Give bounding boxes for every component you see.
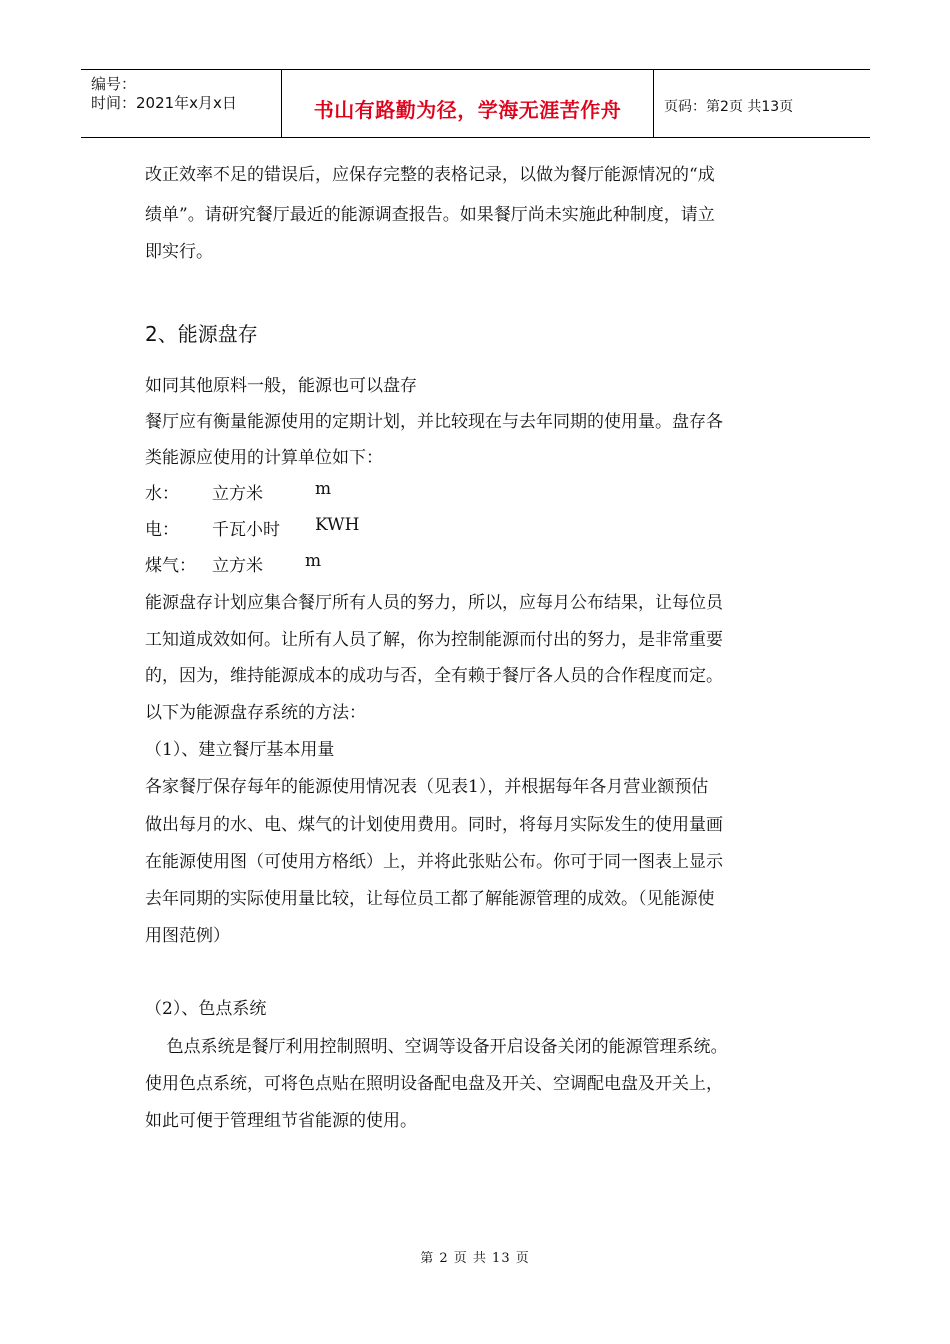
- unit-label: 电：: [145, 520, 179, 540]
- text-line: 工知道成效如何。让所有人员了解，你为控制能源而付出的努力，是非常重要: [145, 630, 723, 650]
- text-line: 的，因为，维持能源成本的成功与否，全有赖于餐厅各人员的合作程度而定。: [145, 666, 723, 686]
- text-line: 以下为能源盘存系统的方法：: [145, 703, 366, 723]
- text-line: 类能源应使用的计算单位如下：: [145, 448, 383, 468]
- header-middle-cell: [281, 70, 654, 137]
- unit-name: 立方米: [212, 484, 263, 504]
- unit-row-water: [145, 479, 545, 503]
- text-line: 如此可便于管理组节省能源的使用。: [145, 1111, 417, 1131]
- text-line: 做出每月的水、电、煤气的计划使用费用。同时，将每月实际发生的使用量画: [145, 815, 723, 835]
- text-line: 能源盘存计划应集合餐厅所有人员的努力，所以，应每月公布结果，让每位员: [145, 593, 723, 613]
- section-title: 2、能源盘存: [145, 322, 258, 346]
- unit-name: 千瓦小时: [212, 520, 280, 540]
- unit-row-electricity: [145, 515, 545, 539]
- page-footer: 第 2 页 共 13 页: [420, 1251, 530, 1266]
- unit-row-gas: [145, 551, 545, 575]
- text-line: 色点系统是餐厅利用控制照明、空调等设备开启设备关闭的能源管理系统。: [145, 1037, 728, 1057]
- document-time-label: 时间：2021年x月x日: [91, 94, 237, 112]
- text-line: 使用色点系统，可将色点贴在照明设备配电盘及开关、空调配电盘及开关上，: [145, 1074, 723, 1094]
- text-line: 用图范例）: [145, 926, 230, 946]
- header-left-cell: [81, 70, 281, 137]
- subsection-title: （2）、色点系统: [145, 999, 267, 1019]
- unit-label: 煤气：: [145, 556, 196, 576]
- text-line: 绩单”。请研究餐厅最近的能源调查报告。如果餐厅尚未实施此种制度，请立: [145, 205, 715, 225]
- text-line: 即实行。: [145, 242, 213, 262]
- unit-name: 立方米: [212, 556, 263, 576]
- text-line: 餐厅应有衡量能源使用的定期计划，并比较现在与去年同期的使用量。盘存各: [145, 412, 723, 432]
- text-line: 在能源使用图（可使用方格纸）上，并将此张贴公布。你可于同一图表上显示: [145, 852, 723, 872]
- text-line: 如同其他原料一般，能源也可以盘存: [145, 376, 417, 396]
- header-right-cell: [654, 70, 870, 137]
- unit-symbol: m: [315, 479, 332, 499]
- unit-symbol: KWH: [315, 515, 360, 535]
- text-line: 各家餐厅保存每年的能源使用情况表（见表1），并根据每年各月营业额预估: [145, 777, 709, 797]
- header-motto: 书山有路勤为径，学海无涯苦作舟: [313, 98, 622, 122]
- subsection-title: （1）、建立餐厅基本用量: [145, 740, 335, 760]
- unit-symbol: m: [305, 551, 322, 571]
- text-line: 改正效率不足的错误后，应保存完整的表格记录，以做为餐厅能源情况的“成: [145, 165, 715, 185]
- unit-label: 水：: [145, 484, 179, 504]
- header-page-info: 页码：第2页 共13页: [664, 99, 794, 115]
- text-line: 去年同期的实际使用量比较，让每位员工都了解能源管理的成效。（见能源使: [145, 889, 715, 909]
- document-number-label: 编号：: [91, 75, 137, 93]
- header-table: [81, 69, 870, 138]
